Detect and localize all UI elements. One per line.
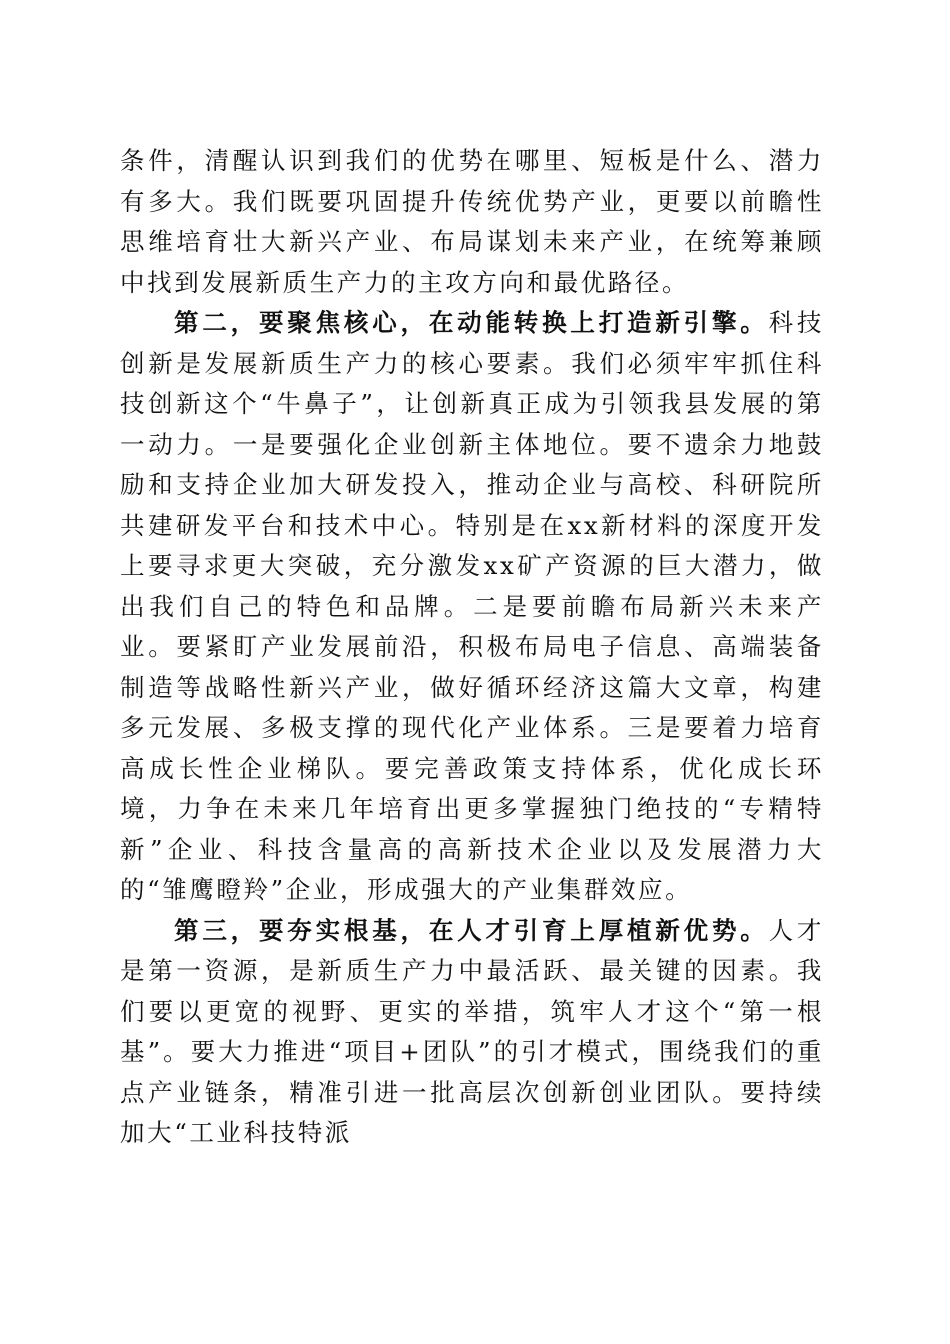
paragraph-3-lead-heading: 第三，要夯实根基，在人才引育上厚植新优势。 (174, 915, 769, 945)
document-page (120, 141, 824, 1154)
paragraph-continuation (120, 141, 824, 303)
paragraph-third-point (120, 911, 824, 1154)
paragraph-3-text: 人才是第一资源，是新质生产力中最活跃、最关键的因素。我们要以更宽的视野、更实的举措，筑牢人才这个“第一根基”。要大力推进“项目+团队”的引才模式，围绕我们的重点产业链条，精准引进一批高层次创新创业团队。要持续加大“工业科技特派 (120, 915, 824, 1147)
paragraph-1-text: 条件，清醒认识到我们的优势在哪里、短板是什么、潜力有多大。我们既要巩固提升传统优势产业，更要以前瞻性思维培育壮大新兴产业、布局谋划未来产业，在统筹兼顾中找到发展新质生产力的主攻方向和最优路径。 (120, 146, 824, 297)
paragraph-second-point (120, 303, 824, 911)
paragraph-2-text: 科技创新是发展新质生产力的核心要素。我们必须牢牢抓住科技创新这个“牛鼻子”，让创新真正成为引领我县发展的第一动力。一是要强化企业创新主体地位。要不遗余力地鼓励和支持企业加大研发投入，推动企业与高校、科研院所共建研发平台和技术中心。特别是在xx新材料的深度开发上要寻求更大突破，充分激发xx矿产资源的巨大潜力，做出我们自己的特色和品牌。二是要前瞻布局新兴未来产业。要紧盯产业发展前沿，积极布局电子信息、高端装备制造等战略性新兴产业，做好循环经济这篇大文章，构建多元发展、多极支撑的现代化产业体系。三是要着力培育高成长性企业梯队。要完善政策支持体系，优化成长环境，力争在未来几年培育出更多掌握独门绝技的“专精特新”企业、科技含量高的高新技术企业以及发展潜力大的“雏鹰瞪羚”企业，形成强大的产业集群效应。 (120, 308, 824, 904)
paragraph-2-lead-heading: 第二，要聚焦核心，在动能转换上打造新引擎。 (174, 308, 769, 337)
